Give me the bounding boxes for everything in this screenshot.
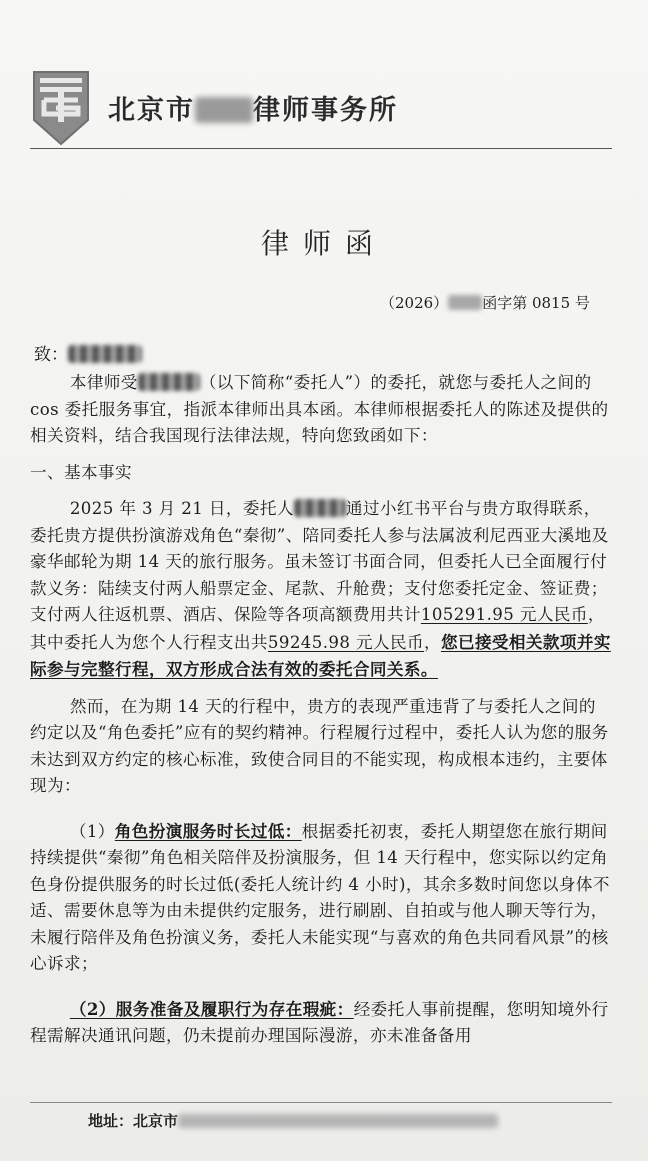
point-1-heading: 角色扮演服务时长过低： (114, 820, 302, 841)
facts-paragraph (30, 496, 612, 684)
redacted-reference (448, 295, 482, 310)
document-title: 律师函 (260, 227, 387, 260)
reference-prefix: （2026） (380, 294, 449, 312)
recipient-line (34, 340, 142, 365)
point-1-number: （1） (69, 821, 115, 841)
redacted-recipient (68, 345, 142, 363)
intro-text-a: 本律师受 (69, 373, 138, 392)
contract-conclusion: 您已接受相关款项并实际参与完整行程，双方形成合法有效的委托合同关系。 (30, 631, 611, 679)
redacted-firm-name (195, 97, 253, 123)
breach-intro-paragraph: 然而，在为期 14 天的行程中，贵方的表现严重违背了与委托人之间的约定以及“角色委托”应有的契约精神。行程履行过程中，委托人认为您的服务未达到双方约定的核心标准，致使合同目的不能实现，构成根本违约，主要体现为： (30, 696, 609, 795)
firm-name (108, 88, 398, 127)
facts-text-b: 通过小红书平台与贵方取得联系，委托贵方提供扮演游戏角色“秦彻”、陪同委托人参与法属波利尼西亚大溪地及豪华邮轮为期 14 天的旅行服务。虽未签订书面合同，但委托人已全面履行付款义务：陆续支付两人船票定金、尾款、升舱费；支付您委托定金、签证费；支付两人往返机票、酒店、保险等各项高额费用共计 (30, 499, 609, 624)
facts-text-d: ， (423, 632, 441, 652)
redacted-client-2 (294, 499, 346, 517)
point-1-paragraph (30, 818, 612, 978)
address-city: 北京市 (133, 1112, 179, 1130)
reference-suffix: 函字第 0815 号 (482, 294, 590, 312)
section-heading-basic-facts: 一、基本事实 (30, 462, 132, 482)
reference-number (380, 292, 590, 313)
point-2-paragraph (30, 996, 612, 1050)
firm-name-suffix: 律师事务所 (253, 95, 398, 126)
footer-address (88, 1110, 498, 1131)
recipient-label: 致： (34, 345, 68, 365)
redacted-client (138, 373, 200, 391)
header-divider (30, 148, 612, 149)
intro-paragraph (30, 370, 612, 450)
law-firm-logo-icon (30, 68, 92, 146)
facts-text-a: 2025 年 3 月 21 日，委托人 (69, 499, 294, 518)
redacted-address (178, 1114, 498, 1128)
footer-divider (30, 1102, 612, 1103)
letter-body (30, 370, 612, 1050)
firm-name-prefix: 北京市 (108, 95, 195, 126)
personal-amount: 59245.98 元人民币 (267, 632, 424, 652)
point-2-text: 经委托人事前提醒，您明知境外行程需解决通讯问题，仍未提前办理国际漫游，亦未准备备用 (30, 999, 609, 1045)
point-2-heading: （2）服务准备及履职行为存在瑕疵： (69, 998, 354, 1019)
total-amount: 105291.95 元人民币 (420, 605, 588, 624)
address-label: 地址： (88, 1112, 134, 1130)
facts-text-c: ，其中委托人为您个人行程支出共 (30, 605, 605, 652)
intro-text-b: （以下简称“委托人”）的委托，就您与委托人之间的 cos 委托服务事宜，指派本律师出具本函。本律师根据委托人的陈述及提供的相关资料，结合我国现行法律法规，特向您致函如下： (30, 373, 609, 445)
point-1-text: 根据委托初衷，委托人期望您在旅行期间持续提供“秦彻”角色相关陪伴及扮演服务，但 14 天行程中，您实际以约定角色身份提供服务的时长过低(委托人统计约 4 小时)，其余多数时间您以身体不适、需要休息等为由未提供约定服务，进行刷剧、自拍或与他人聊天等行为，未履行陪伴及角色扮演义务，委托人未能实现“与喜欢的角色共同看风景”的核心诉求； (30, 821, 610, 973)
